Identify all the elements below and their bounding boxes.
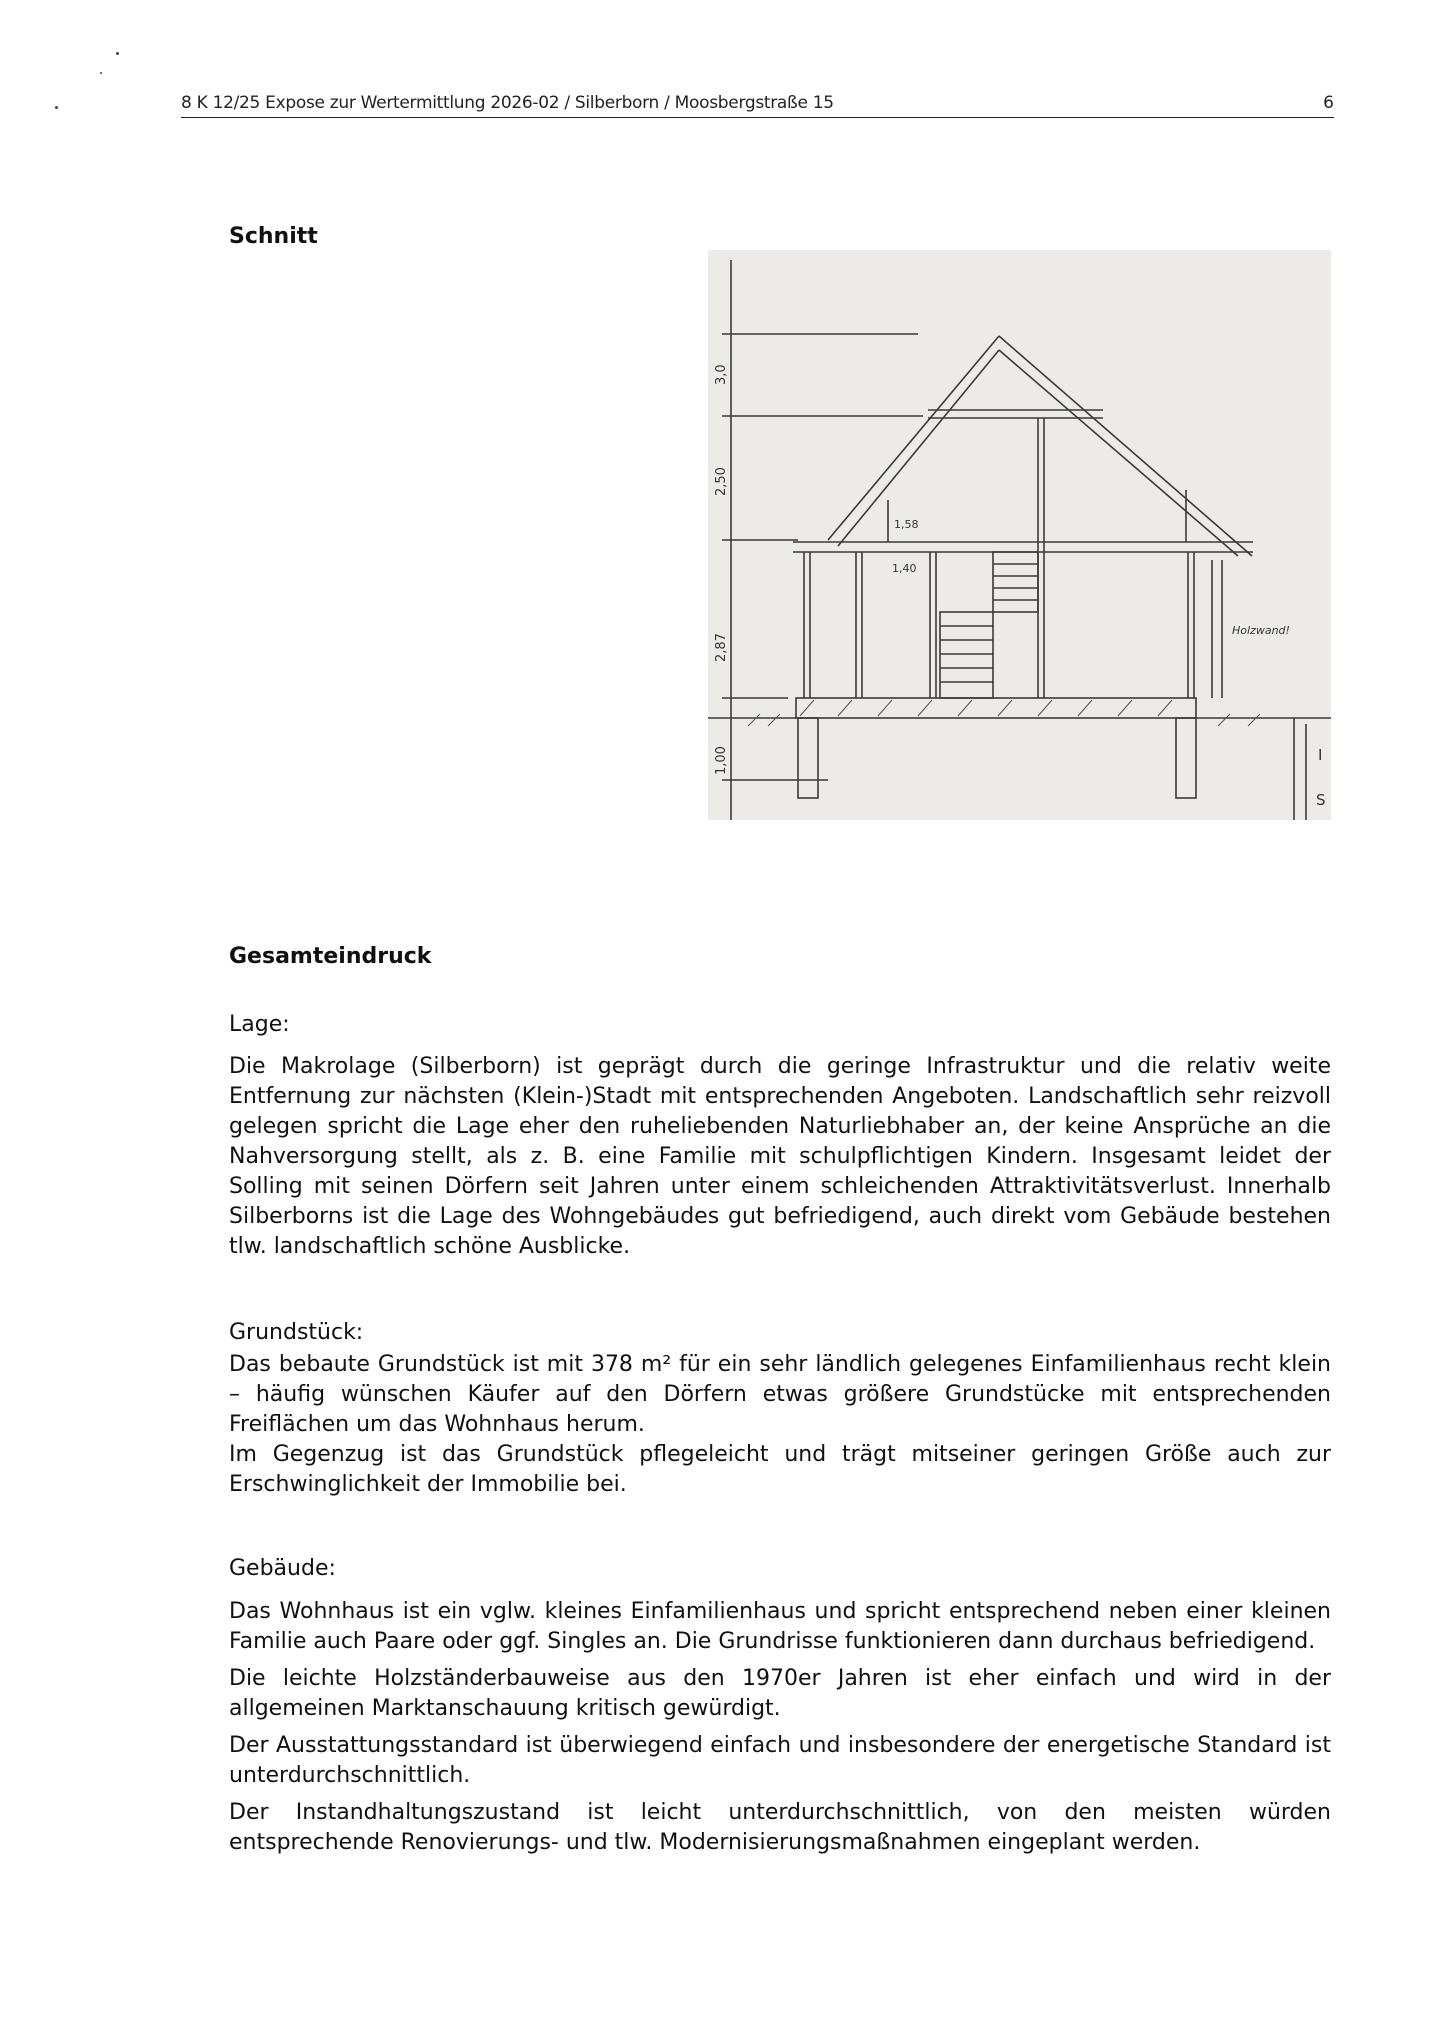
- edge-text: S: [1316, 791, 1326, 809]
- section-title-gesamteindruck: Gesamteindruck: [229, 944, 432, 969]
- scan-speck: [55, 106, 58, 109]
- cross-section-drawing: [708, 250, 1331, 820]
- section-title-schnitt: Schnitt: [229, 224, 318, 249]
- header-text: 8 K 12/25 Expose zur Wertermittlung 2026-02 / Silberborn / Moosbergstraße 15: [181, 93, 834, 113]
- edge-text: I: [1318, 746, 1323, 764]
- page-header: [181, 93, 1334, 118]
- dim-label: 2,87: [714, 633, 729, 662]
- cross-section-svg: [708, 250, 1331, 820]
- label-grundstueck: Grundstück:: [229, 1320, 364, 1345]
- label-lage: Lage:: [229, 1012, 290, 1037]
- dim-label: 3,0: [714, 364, 729, 385]
- paragraph-gebaeude: [229, 1597, 1331, 1865]
- scan-speck: [100, 72, 102, 74]
- gebaeude-text-1: Das Wohnhaus ist ein vglw. kleines Einfamilienhaus und spricht entsprechend neben einer kleinen Familie auch Paare oder ggf. Singles an. Die Grundrisse funktionieren dann durchaus befriedigend.: [229, 1599, 1331, 1654]
- page-number: 6: [1323, 93, 1334, 113]
- gebaeude-text-3: Der Ausstattungsstandard ist überwiegend einfach und insbesondere der energetische Standard ist unterdurchschnittlich.: [229, 1733, 1331, 1788]
- lage-text: Die Makrolage (Silberborn) ist geprägt durch die geringe Infrastruktur und die relativ weite Entfernung zur nächsten (Klein-)Stadt mit entsprechenden Angeboten. Landschaftlich sehr reizvoll gelegen spricht die Lage eher den ruheliebenden Naturliebhaber an, der keine Ansprüche an die Nahversorgung stellt, als z. B. eine Familie mit schulpflichtigen Kindern. Insgesamt leidet der Solling mit seinen Dörfern seit Jahren unter einem schleichenden Attraktivitätsverlust. Innerhalb Silberborns ist die Lage des Wohngebäudes gut befriedigend, auch direkt vom Gebäude bestehen tlw. landschaftlich schöne Ausblicke.: [229, 1054, 1331, 1259]
- paragraph-lage: [229, 1052, 1331, 1269]
- label-gebaeude: Gebäude:: [229, 1556, 336, 1581]
- gebaeude-text-2: Die leichte Holzständerbauweise aus den 1970er Jahren ist eher einfach und wird in der allgemeinen Marktanschauung kritisch gewürdigt.: [229, 1666, 1331, 1721]
- gebaeude-text-4: Der Instandhaltungszustand ist leicht unterdurchschnittlich, von den meisten würden entsprechende Renovierungs- und tlw. Modernisierungsmaßnahmen eingeplant werden.: [229, 1800, 1331, 1855]
- scan-speck: [116, 52, 119, 55]
- paragraph-grundstueck: [229, 1350, 1331, 1507]
- annotation: 1,40: [892, 562, 917, 575]
- dim-label: 2,50: [714, 467, 729, 496]
- grundstueck-text-1: Das bebaute Grundstück ist mit 378 m² für ein sehr ländlich gelegenes Einfamilienhaus recht klein – häufig wünschen Käufer auf den Dörfern etwas größere Grundstücke mit entsprechenden Freiflächen um das Wohnhaus herum.: [229, 1352, 1331, 1437]
- annotation: Holzwand!: [1232, 624, 1290, 637]
- annotation: 1,58: [894, 518, 919, 531]
- dim-label: 1,00: [714, 746, 729, 775]
- grundstueck-text-2: Im Gegenzug ist das Grundstück pflegeleicht und trägt mitseiner geringen Größe auch zur Erschwinglichkeit der Immobilie bei.: [229, 1442, 1331, 1497]
